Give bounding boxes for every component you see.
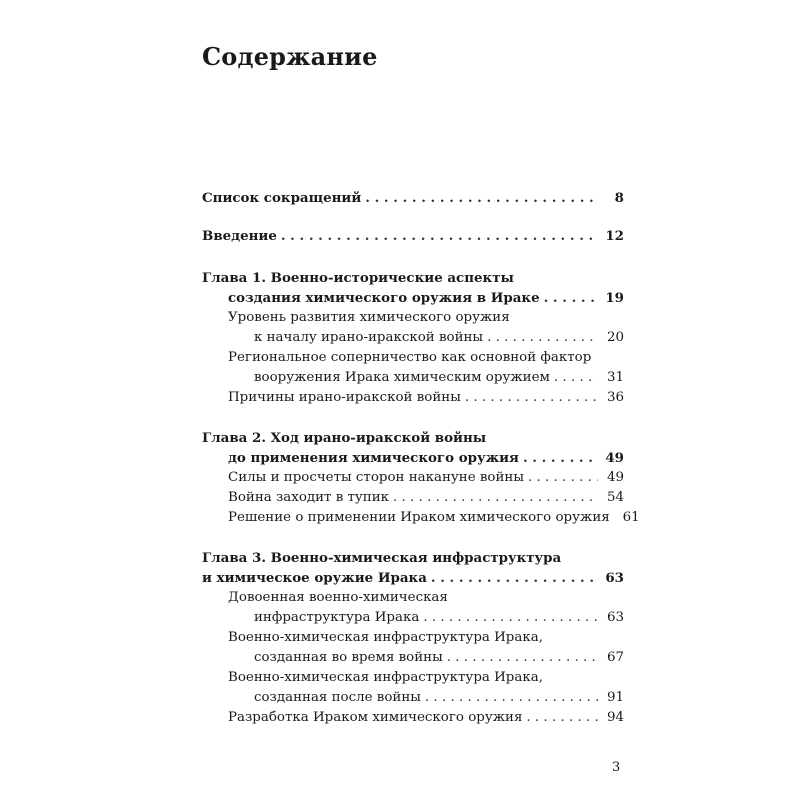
toc-entry-text: Военно-химическая инфраструктура Ирака, [228, 670, 543, 685]
toc-entry-introduction[interactable] [202, 226, 624, 246]
toc-entry-text: инфраструктура Ирака [254, 610, 420, 625]
toc-entry-text: создания химического оружия в Ираке [228, 290, 540, 306]
dot-leader [487, 328, 598, 348]
dot-leader [423, 608, 598, 628]
toc-entry-text: к началу ирано-иракской войны [254, 330, 484, 345]
toc-entry-text: Введение [202, 228, 277, 244]
toc-entry-text: до применения химического оружия [228, 450, 519, 466]
toc-subentry[interactable] [202, 468, 624, 488]
toc-entry-text: Причины ирано-иракской войны [228, 390, 461, 405]
toc-page-number: 12 [605, 228, 624, 244]
dot-leader [465, 388, 598, 408]
toc-entry-text: Военно-химическая инфраструктура Ирака, [228, 630, 543, 645]
dot-leader [544, 288, 598, 308]
toc-entry-text: Довоенная военно-химическая [228, 590, 448, 605]
toc-subentry[interactable] [202, 308, 624, 348]
toc-page-number: 19 [605, 290, 624, 306]
toc-page-number: 67 [606, 650, 624, 665]
dot-leader [554, 368, 598, 388]
dot-leader [393, 488, 598, 508]
toc-entry-text: Силы и просчеты сторон накануне войны [228, 470, 524, 485]
dot-leader [281, 226, 598, 246]
dot-leader [431, 568, 598, 588]
toc-page-number: 49 [606, 470, 624, 485]
toc-subentry[interactable] [202, 708, 624, 728]
dot-leader [523, 448, 598, 468]
toc-entry-text: Решение о применении Ираком химического оружия [228, 510, 610, 525]
toc-entry-chapter-3[interactable] [202, 548, 624, 588]
toc-subentry[interactable] [202, 508, 640, 528]
toc-entry-text: Глава 1. Военно-исторические аспекты [202, 270, 514, 286]
toc-page-number: 20 [606, 330, 624, 345]
dot-leader [526, 708, 598, 728]
toc-entry-text: и химическое оружие Ирака [202, 570, 427, 586]
page-number: 3 [612, 760, 621, 775]
toc-entry-text: Разработка Ираком химического оружия [228, 710, 523, 725]
toc-subentry[interactable] [202, 588, 624, 628]
toc-page-number: 91 [606, 690, 624, 705]
toc-subentry[interactable] [202, 488, 624, 508]
toc-page-number: 61 [622, 510, 640, 525]
toc-entry-text: Региональное соперничество как основной фактор [228, 350, 592, 365]
toc-subentry[interactable] [202, 628, 624, 668]
toc-page-number: 36 [606, 390, 624, 405]
toc-subentry[interactable] [202, 388, 624, 408]
toc-subentry[interactable] [202, 348, 624, 388]
dot-leader [447, 648, 598, 668]
toc-entry-text: Глава 2. Ход ирано-иракской войны [202, 430, 487, 446]
toc-entry-chapter-1[interactable] [202, 268, 624, 308]
toc-entry-text: Список сокращений [202, 190, 362, 206]
toc-page-number: 63 [606, 610, 624, 625]
table-of-contents [202, 188, 640, 728]
toc-entry-text: Война заходит в тупик [228, 490, 390, 505]
toc-entry-abbreviations[interactable] [202, 188, 624, 208]
toc-page-number: 49 [605, 450, 624, 466]
toc-entry-text: вооружения Ирака химическим оружием [254, 370, 550, 385]
toc-entry-text: Глава 3. Военно-химическая инфраструктура [202, 550, 562, 566]
dot-leader [365, 188, 598, 208]
toc-page-number: 31 [606, 370, 624, 385]
toc-subentry[interactable] [202, 668, 624, 708]
toc-entry-text: Уровень развития химического оружия [228, 310, 510, 325]
page-title: Содержание [202, 42, 378, 71]
toc-entry-text: созданная после войны [254, 690, 421, 705]
toc-entry-text: созданная во время войны [254, 650, 443, 665]
toc-page-number: 54 [606, 490, 624, 505]
toc-page-number: 8 [614, 190, 624, 206]
dot-leader [425, 688, 598, 708]
toc-entry-chapter-2[interactable] [202, 428, 624, 468]
toc-page-number: 94 [606, 710, 624, 725]
dot-leader [528, 468, 598, 488]
toc-page-number: 63 [605, 570, 624, 586]
